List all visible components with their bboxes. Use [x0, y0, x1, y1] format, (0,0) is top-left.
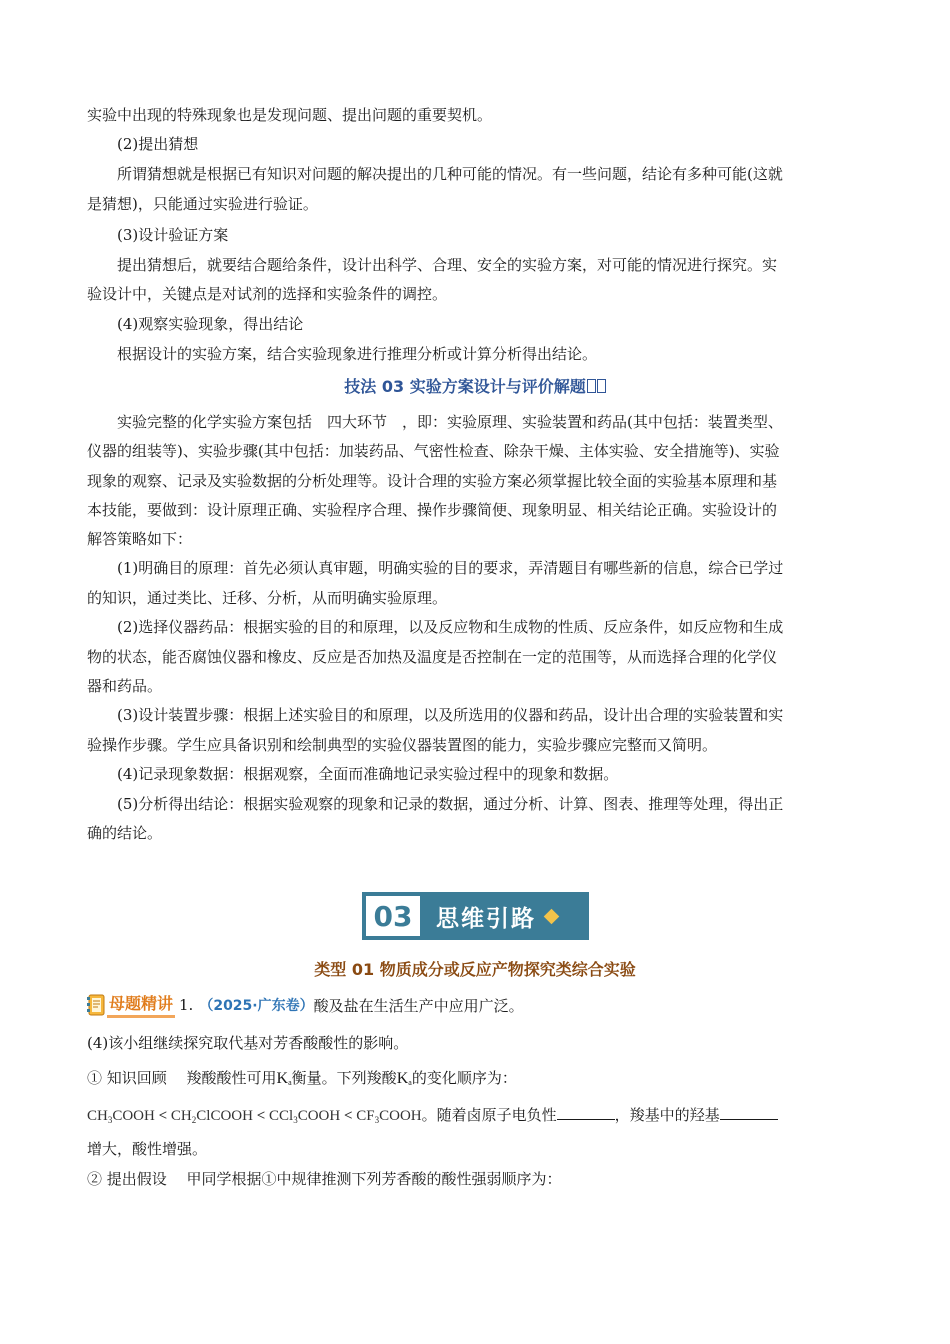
- example-badge-row: [87, 991, 524, 1019]
- less-than-sign: <: [158, 1108, 168, 1124]
- formula-part: COOH: [112, 1108, 155, 1124]
- strategy-3-line1: (3)设计装置步骤：根据上述实验目的和原理，以及所选用的仪器和药品，设计出合理的实验装置和实: [117, 706, 784, 724]
- ka-symbol: [397, 1070, 412, 1087]
- placeholder-box-icon: [587, 379, 596, 393]
- formula-part: COOH: [379, 1108, 422, 1124]
- paragraph-hypothesis-line1: 所谓猜想就是根据已有知识对问题的解决提出的几种可能的情况。有一些问题，结论有多种可能(这就: [117, 165, 783, 183]
- skill-line-5: 解答策略如下：: [87, 530, 193, 548]
- formula-part: ClCOOH: [196, 1108, 253, 1124]
- skill-heading: [0, 374, 950, 397]
- formula-continuation: 增大，酸性增强。: [87, 1140, 208, 1158]
- recall-text-1: ① 知识回顾 羧酸酸性可用: [87, 1069, 277, 1087]
- formula-part: CH: [87, 1108, 108, 1124]
- answer-blank-1[interactable]: [557, 1105, 615, 1120]
- strategy-1-line2: 的知识，通过类比、迁移、分析，从而明确实验原理。: [87, 589, 448, 607]
- formula-subscript: 2: [191, 1115, 197, 1125]
- example-badge-label: 母题精讲: [107, 993, 175, 1018]
- strategy-4: (4)记录现象数据：根据观察，全面而准确地记录实验过程中的现象和数据。: [117, 765, 619, 783]
- step-3-heading: (3)设计验证方案: [117, 226, 229, 244]
- formula-subscript: 3: [374, 1115, 380, 1125]
- recall-text-2: 衡量。下列羧酸: [291, 1069, 397, 1087]
- paragraph-intro: 实验中出现的特殊现象也是发现问题、提出问题的重要契机。: [87, 106, 493, 124]
- step-2-heading: (2)提出猜想: [117, 135, 199, 153]
- skill-heading-text: 技法 03 实验方案设计与评价解题: [344, 377, 586, 396]
- formula-subscript: 3: [107, 1115, 113, 1125]
- strategy-5-line1: (5)分析得出结论：根据实验观察的现象和记录的数据，通过分析、计算、图表、推理等处理，得出正: [117, 795, 784, 813]
- question-number: 1.: [179, 996, 194, 1014]
- skill-line-3: 现象的观察、记录及实验数据的分析处理等。设计合理的实验方案必须掌握比较全面的实验基本原理和基: [87, 472, 778, 490]
- paragraph-conclusion: 根据设计的实验方案，结合实验现象进行推理分析或计算分析得出结论。: [117, 345, 598, 363]
- formula-part: COOH: [297, 1108, 341, 1124]
- formula-tail-1: 。随着卤原子电负性: [421, 1106, 557, 1124]
- paragraph-hypothesis-line2: 是猜想)，只能通过实验进行验证。: [87, 195, 318, 213]
- answer-blank-2[interactable]: [720, 1105, 778, 1120]
- paragraph-design-line2: 验设计中，关键点是对试剂的选择和实验条件的调控。: [87, 285, 448, 303]
- section-banner: [362, 892, 589, 940]
- ka-subscript: a: [288, 1078, 292, 1087]
- placeholder-box-icon: [597, 379, 606, 393]
- strategy-3-line2: 验操作步骤。学生应具备识别和绘制典型的实验仪器装置图的能力，实验步骤应完整而又简明。: [87, 736, 718, 754]
- ka-symbol: [277, 1070, 292, 1087]
- notebook-icon: [87, 993, 107, 1017]
- strategy-1-line1: (1)明确目的原理：首先必须认真审题，明确实验的目的要求，弄清题目有哪些新的信息，综合已学过: [117, 559, 784, 577]
- diamond-icon: [544, 908, 560, 924]
- formula-line: [87, 1101, 863, 1136]
- question-source: （2025·广东卷）: [199, 998, 314, 1014]
- formula-part: CF: [356, 1108, 375, 1124]
- section-title: 思维引路: [436, 905, 536, 932]
- formula-part: CH: [170, 1108, 192, 1124]
- section-number: 03: [366, 896, 420, 936]
- strategy-2-line3: 器和药品。: [87, 677, 163, 695]
- less-than-sign: <: [343, 1108, 353, 1124]
- strategy-2-line2: 物的状态，能否腐蚀仪器和橡皮、反应是否加热及温度是否控制在一定的范围等，从而选择合理的化学仪: [87, 648, 778, 666]
- recall-text-3: 的变化顺序为：: [411, 1069, 517, 1087]
- formula-subscript: 3: [293, 1115, 298, 1125]
- ka-letter: K: [396, 1070, 409, 1087]
- question-part-4: (4)该小组继续探究取代基对芳香酸酸性的影响。: [87, 1034, 409, 1052]
- skill-line-2: 仪器的组装等)、实验步骤(其中包括：加装药品、气密性检查、除杂干燥、主体实验、安全措施等)、实验: [87, 442, 780, 460]
- formula-part: CCl: [269, 1108, 294, 1124]
- skill-line-4: 本技能，要做到：设计原理正确、实验程序合理、操作步骤简便、现象明显、相关结论正确。实验设计的: [87, 501, 778, 519]
- question-intro: 酸及盐在生活生产中应用广泛。: [313, 996, 524, 1015]
- skill-line-1: 实验完整的化学实验方案包括 四大环节 ，即：实验原理、实验装置和药品(其中包括：装置类型、: [117, 413, 783, 431]
- paragraph-design-line1: 提出猜想后，就要结合题给条件，设计出科学、合理、安全的实验方案，对可能的情况进行探究。实: [117, 256, 778, 274]
- formula-tail-2: ，羧基中的羟基: [614, 1106, 720, 1124]
- strategy-2-line1: (2)选择仪器药品：根据实验的目的和原理，以及反应物和生成物的性质、反应条件，如反应物和生成: [117, 618, 784, 636]
- strategy-5-line2: 确的结论。: [87, 824, 163, 842]
- recall-line: [87, 1064, 863, 1098]
- hypothesis-line: ② 提出假设 甲同学根据①中规律推测下列芳香酸的酸性强弱顺序为：: [87, 1170, 562, 1188]
- ka-subscript: a: [408, 1078, 412, 1087]
- acid-formula-order: [87, 1108, 422, 1124]
- ka-letter: K: [276, 1070, 289, 1087]
- step-4-heading: (4)观察实验现象，得出结论: [117, 315, 304, 333]
- less-than-sign: <: [256, 1108, 266, 1124]
- type-heading: 类型 01 物质成分或反应产物探究类综合实验: [314, 960, 636, 979]
